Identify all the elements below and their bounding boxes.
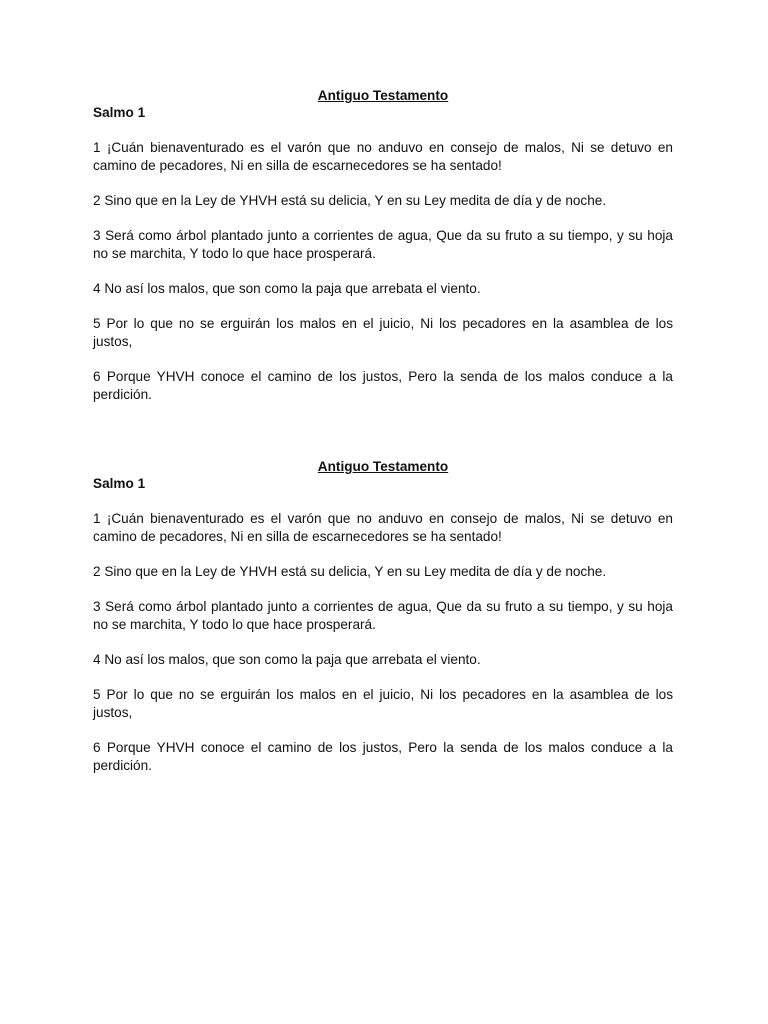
verse-5: 5 Por lo que no se erguirán los malos en el juicio, Ni los pecadores en la asamblea de los justos, [93, 687, 673, 720]
section-heading: Antiguo Testamento [317, 459, 449, 474]
verse-1: 1 ¡Cuán bienaventurado es el varón que no anduvo en consejo de malos, Ni se detuvo en camino de pecadores, Ni en silla de escarnecedores se ha sentado! [93, 511, 673, 544]
verse-3: 3 Será como árbol plantado junto a corrientes de agua, Que da su fruto a su tiempo, y su hoja no se marchita, Y todo lo que hace prosperará. [93, 599, 673, 632]
verse-2: 2 Sino que en la Ley de YHVH está su delicia, Y en su Ley medita de día y de noche. [93, 193, 607, 208]
verse-4: 4 No así los malos, que son como la paja que arrebata el viento. [93, 652, 481, 667]
verse-4: 4 No así los malos, que son como la paja que arrebata el viento. [93, 281, 481, 296]
psalm-section-2 [93, 458, 673, 775]
psalm-title: Salmo 1 [93, 476, 146, 491]
verse-6: 6 Porque YHVH conoce el camino de los justos, Pero la senda de los malos conduce a la perdición. [93, 369, 673, 402]
verse-5: 5 Por lo que no se erguirán los malos en el juicio, Ni los pecadores en la asamblea de los justos, [93, 316, 673, 349]
verse-3: 3 Será como árbol plantado junto a corrientes de agua, Que da su fruto a su tiempo, y su hoja no se marchita, Y todo lo que hace prosperará. [93, 228, 673, 261]
verse-1: 1 ¡Cuán bienaventurado es el varón que no anduvo en consejo de malos, Ni se detuvo en camino de pecadores, Ni en silla de escarnecedores se ha sentado! [93, 140, 673, 173]
verse-2: 2 Sino que en la Ley de YHVH está su delicia, Y en su Ley medita de día y de noche. [93, 564, 607, 579]
verse-6: 6 Porque YHVH conoce el camino de los justos, Pero la senda de los malos conduce a la perdición. [93, 740, 673, 773]
psalm-section-1 [93, 87, 673, 404]
section-heading: Antiguo Testamento [317, 88, 449, 103]
psalm-title: Salmo 1 [93, 105, 146, 120]
